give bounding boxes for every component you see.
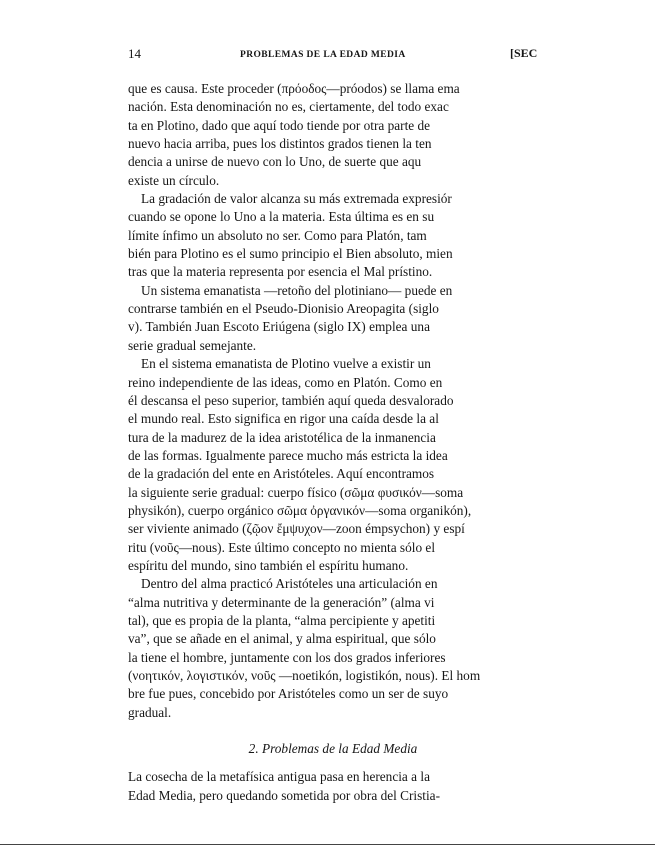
text-line: tura de la madurez de la idea aristotélica de la inmanencia	[128, 429, 436, 445]
section-mark: [SEC	[510, 46, 538, 60]
text-line: existe un círculo.	[128, 172, 220, 188]
text-line: Edad Media, pero quedando sometida por obra del Cristia-	[128, 787, 441, 803]
text-line: va”, que se añade en el animal, y alma espiritual, que sólo	[128, 631, 436, 647]
text-line: ta en Plotino, dado que aquí todo tiende por otra parte de	[128, 117, 431, 133]
text-line: de la gradación del ente en Aristóteles. Aquí encontramos	[128, 466, 435, 482]
section-heading: 2. Problemas de la Edad Media	[248, 741, 418, 757]
text-line: tal), que es propia de la planta, “alma percipiente y apetiti	[128, 612, 436, 628]
text-line: la tiene el hombre, juntamente con los dos grados inferiores	[128, 649, 446, 665]
text-line: dencia a unirse de nuevo con lo Uno, de suerte que aqu	[128, 154, 422, 170]
text-line: que es causa. Este proceder (πρόοδος—próodos) se llama ema	[128, 81, 460, 96]
text-line: nación. Esta denominación no es, ciertamente, del todo exac	[128, 99, 449, 115]
text-line: “alma nutritiva y determinante de la generación” (alma vi	[128, 594, 435, 610]
bottom-rule	[0, 844, 655, 845]
text-line: En el sistema emanatista de Plotino vuelve a existir un	[141, 356, 431, 372]
text-line: ser viviente animado (ζῷον ἔμψυχον—zoon émpsychon) y espí	[128, 521, 465, 537]
text-line: él descansa el peso superior, también aquí queda desvalorado	[128, 392, 454, 408]
spacer	[128, 758, 538, 768]
text-line: contrarse también en el Pseudo-Dionisio Areopagita (siglo	[128, 301, 439, 317]
text-line: bre fue pues, concebido por Aristóteles como un ser de suyo	[128, 686, 449, 702]
text-line: bién para Plotino es el sumo principio el Bien absoluto, mien	[128, 246, 453, 262]
text-line: Dentro del alma practicó Aristóteles una articulación en	[141, 576, 438, 592]
text-line: de las formas. Igualmente parece mucho más estricta la idea	[128, 447, 448, 463]
text-line: la siguiente serie gradual: cuerpo físico (σῶμα φυσικόν—soma	[128, 484, 464, 500]
text-line: v). También Juan Escoto Eriúgena (siglo IX) emplea una	[128, 319, 430, 335]
text-line: physikón), cuerpo orgánico σῶμα ὀργανικόν—soma organikón),	[128, 502, 472, 518]
text-line: espíritu del mundo, sino también el espíritu humano.	[128, 557, 409, 573]
page-body	[128, 80, 538, 805]
page-number: 14	[128, 46, 141, 61]
text-line: Un sistema emanatista —retoño del plotiniano— puede en	[141, 282, 453, 298]
text-line: ritu (νοῦς—nous). Este último concepto no mienta sólo el	[128, 539, 436, 555]
text-line: La gradación de valor alcanza su más extremada expresiór	[141, 191, 452, 207]
text-line: serie gradual semejante.	[128, 337, 257, 353]
spacer	[128, 722, 538, 740]
text-line: La cosecha de la metafísica antigua pasa en herencia a la	[128, 769, 430, 785]
running-title: PROBLEMAS DE LA EDAD MEDIA	[240, 50, 406, 60]
text-line: cuando se opone lo Uno a la materia. Esta última es en su	[128, 209, 435, 225]
text-line: reino independiente de las ideas, como en Platón. Como en	[128, 374, 443, 390]
text-line: nuevo hacia arriba, pues los distintos grados tienen la ten	[128, 136, 432, 152]
text-line: tras que la materia representa por esencia el Mal prístino.	[128, 264, 433, 280]
text-line: límite ínfimo un absoluto no ser. Como para Platón, tam	[128, 227, 427, 243]
text-line: (νοητικόν, λογιστικόν, νοῦς —noetikón, logistikón, nous). El hom	[128, 668, 481, 683]
text-line: el mundo real. Esto significa en rigor una caída desde la al	[128, 411, 439, 427]
text-line: gradual.	[128, 704, 172, 720]
